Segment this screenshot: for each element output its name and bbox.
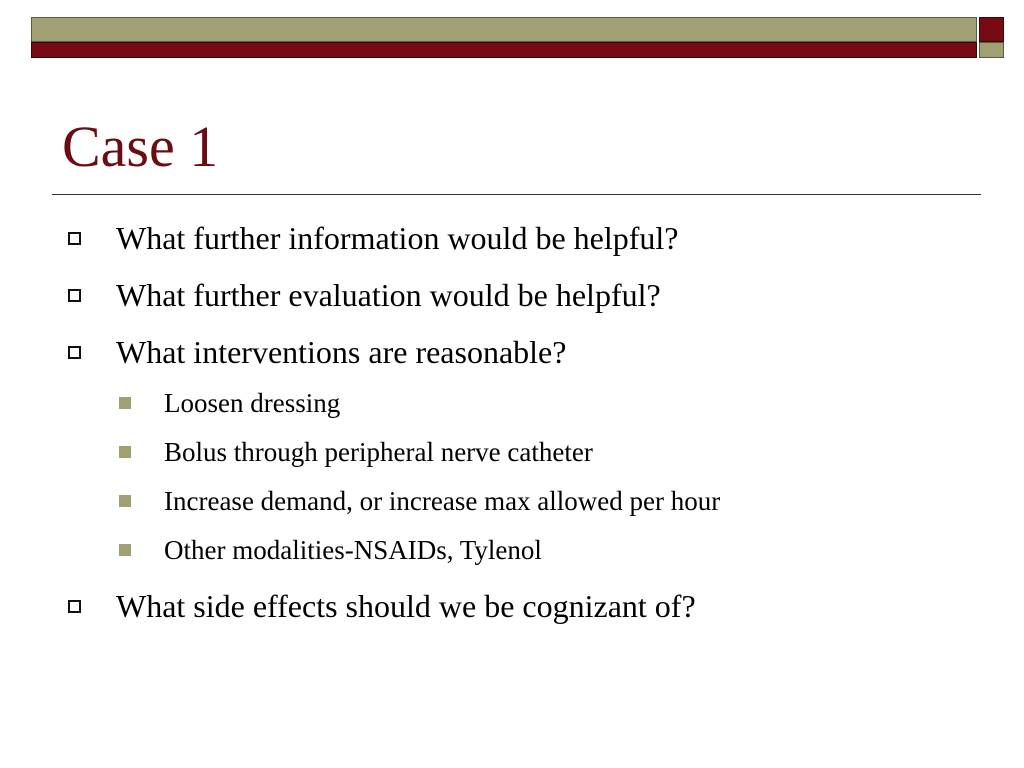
- hollow-square-bullet-icon: [68, 600, 81, 613]
- sub-bullet-text: Bolus through peripheral nerve catheter: [164, 437, 593, 467]
- filled-square-bullet-icon: [119, 544, 131, 556]
- slide-title: Case 1: [62, 114, 219, 179]
- hollow-square-bullet-icon: [68, 289, 81, 302]
- bullet-text: What further information would be helpful?: [116, 220, 679, 256]
- hollow-square-bullet-icon: [68, 232, 81, 245]
- bullet-text: What further evaluation would be helpful?: [116, 277, 661, 313]
- hollow-square-bullet-icon: [68, 346, 81, 359]
- bullet-text: What interventions are reasonable?: [116, 334, 567, 370]
- sub-bullet-text: Increase demand, or increase max allowed per hour: [164, 486, 721, 516]
- filled-square-bullet-icon: [119, 397, 131, 409]
- bullet-text: What side effects should we be cognizant of?: [116, 588, 696, 624]
- sub-bullet-text: Other modalities-NSAIDs, Tylenol: [164, 535, 542, 565]
- filled-square-bullet-icon: [119, 495, 131, 507]
- filled-square-bullet-icon: [119, 446, 131, 458]
- sub-bullet-text: Loosen dressing: [164, 388, 341, 418]
